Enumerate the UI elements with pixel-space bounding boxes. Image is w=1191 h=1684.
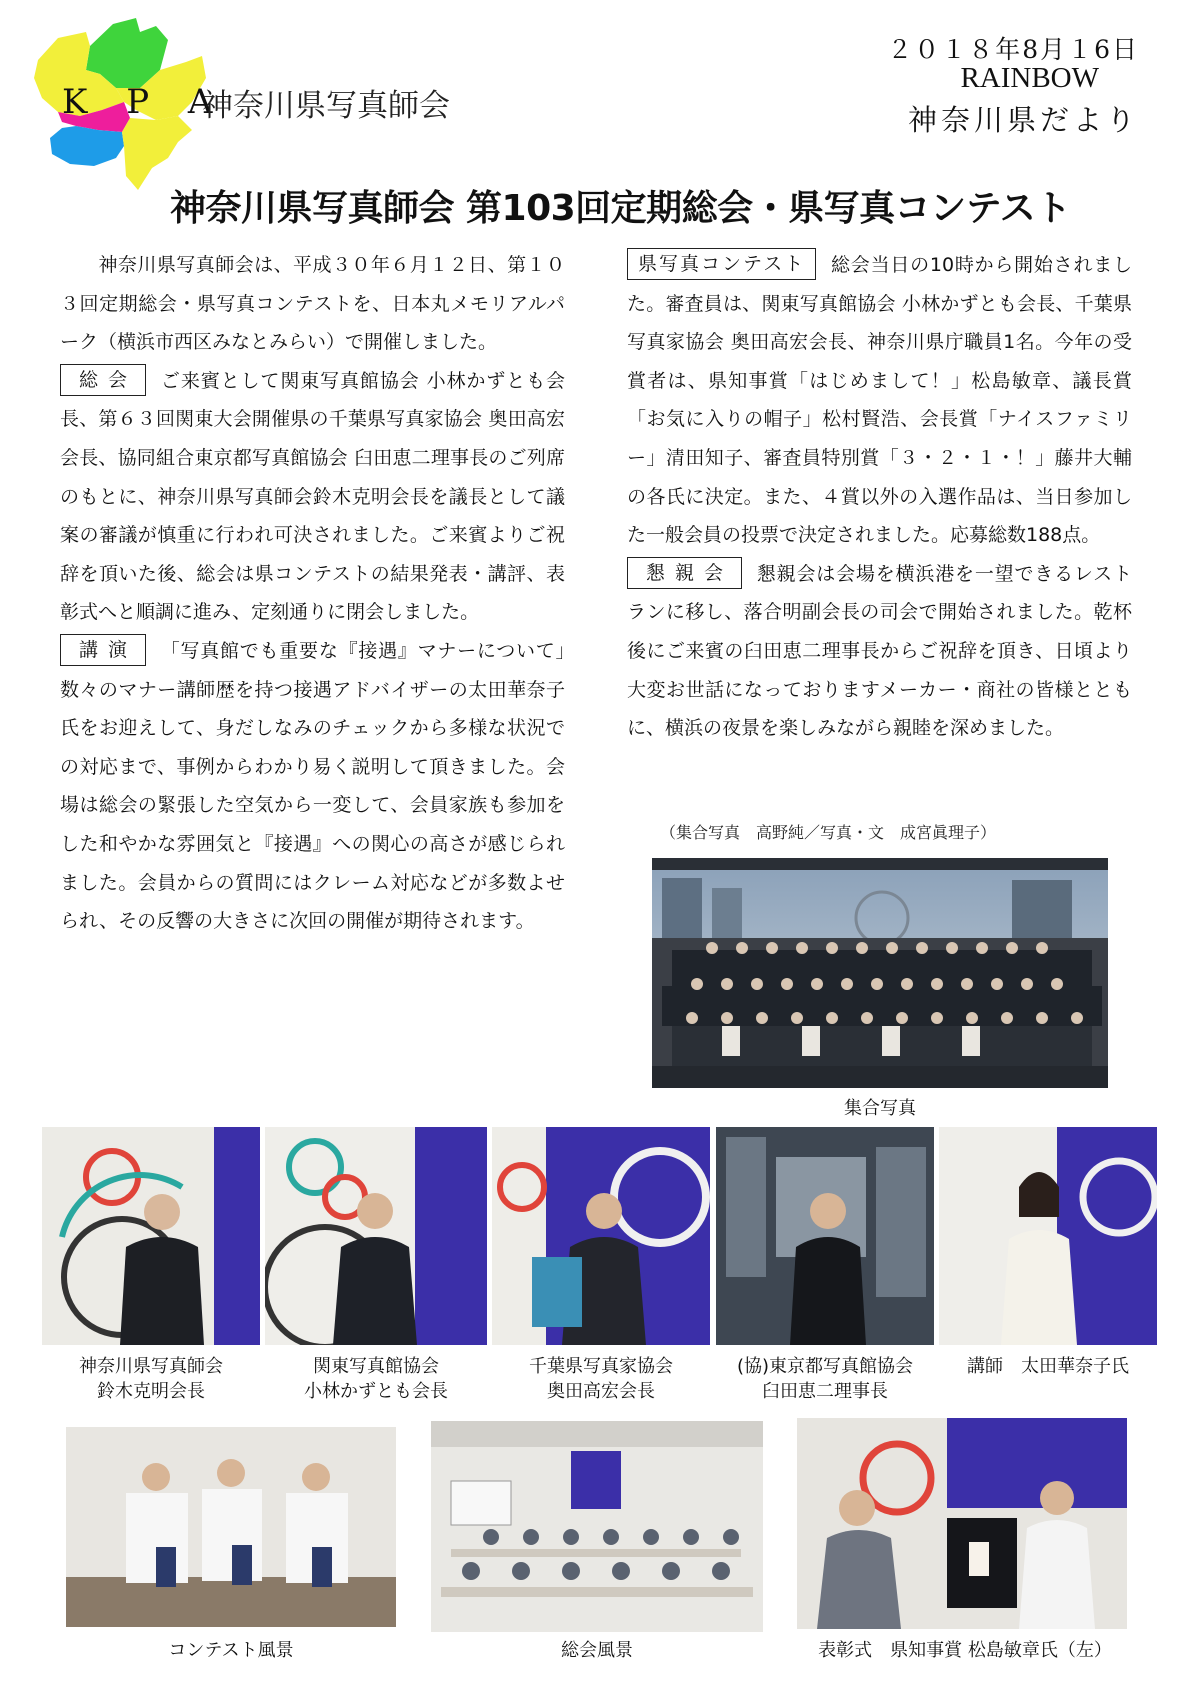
caption-person-1 [42,1354,260,1404]
section-reception [627,555,1132,748]
caption-person-2-line1: 関東写真館協会 [313,1356,439,1377]
publication-subtitle: 神奈川県だより [907,103,1139,137]
caption-award-ceremony: 表彰式 県知事賞 松島敏章氏（左） [818,1640,1112,1661]
section-label-lecture: 講演 [60,634,146,666]
map-region-yellow-south [122,116,192,190]
section-label-general-meeting: 総会 [60,364,146,396]
issue-date: ２０１８年8月１6日 [887,35,1139,64]
caption-person-3 [492,1354,710,1404]
photo-person-2 [265,1127,487,1345]
caption-contest-scene: コンテスト風景 [168,1640,294,1661]
logo-text: K P A [62,82,227,122]
person-5-image [939,1127,1157,1345]
map-region-blue [50,126,124,166]
photo-person-4 [716,1127,934,1345]
photo-meeting-scene [431,1421,763,1632]
person-3-image [492,1127,710,1345]
caption-person-4-line1: (協)東京都写真館協会 [736,1356,914,1377]
headline: 神奈川県写真師会 第103回定期総会・県写真コンテスト [170,188,1071,229]
group-photo-image [652,858,1108,1088]
photo-person-5 [939,1127,1157,1345]
section-general-meeting [60,362,565,632]
caption-person-1-line1: 神奈川県写真師会 [79,1356,223,1377]
group-photo [652,858,1108,1088]
group-photo-caption: 集合写真 [844,1098,916,1119]
caption-meeting-scene: 総会風景 [561,1640,633,1661]
person-4-image [716,1127,934,1345]
section-lecture [60,632,585,941]
section-text-reception: 懇親会は会場を横浜港を一望できるレストランに移し、落合明副会長の司会で開始されました。乾杯後にご来賓の臼田恵二理事長からご祝辞を頂き、日頃より大変お世話になっておりますメーカー・商社の皆様とともに、横浜の夜景を楽しみながら親睦を深めました。 [627,562,1132,740]
article-left-column [60,246,585,941]
photo-award-ceremony [797,1418,1127,1629]
contest-scene-image [66,1427,396,1627]
caption-person-2-line2: 小林かずとも会長 [304,1381,448,1402]
section-text-general-meeting: ご来賓として関東写真館協会 小林かずとも会長、第６３回関東大会開催県の千葉県写真家協会 奥田高宏会長、協同組合東京都写真館協会 臼田恵二理事長のご列席のもとに、神奈川県写真師会鈴木克明会長を議長として議案の審議が慎重に行われ可決されました。ご来賓よりご祝辞を頂いた後、総会は県コンテストの結果発表・講評、表彰式へと順調に進み、定刻通りに閉会しました。 [60,369,565,624]
photo-contest-scene [66,1427,396,1627]
caption-person-2 [265,1354,487,1404]
section-text-contest: 総会当日の10時から開始されました。審査員は、関東写真館協会 小林かずとも会長、千葉県写真家協会 奥田高宏会長、神奈川県庁職員1名。今年の受賞者は、県知事賞「はじめまして！」松島敏章、議長賞「お気に入りの帽子」松村賢浩、会長賞「ナイスファミリー」清田知子、審査員特別賞「３・２・１・！」藤井大輔の各氏に決定。また、４賞以外の入選作品は、当日参加した一般会員の投票で決定されました。応募総数188点。 [627,254,1132,547]
caption-person-4-line2: 臼田恵二理事長 [762,1381,888,1402]
person-1-image [42,1127,260,1345]
article-right-column [627,246,1132,748]
intro-paragraph [60,246,565,362]
org-name: 神奈川県写真師会 [202,88,450,124]
award-ceremony-image [797,1418,1127,1629]
caption-person-1-line2: 鈴木克明会長 [97,1381,205,1402]
section-label-reception: 懇親会 [627,557,742,589]
photo-person-1 [42,1127,260,1345]
section-text-lecture: 「写真館でも重要な『接遇』マナーについて」 数々のマナー講師歴を持つ接遇アドバイザーの太田華奈子氏をお迎えして、身だしなみのチェックから多様な状況での対応まで、事例からわかり易く説明して頂きました。会場は総会の緊張した空気から一変して、会員家族も参加をした和やかな雰囲気と『接遇』への関心の高さが感じられました。会員からの質問にはクレーム対応などが多数よせられ、その反響の大きさに次回の開催が期待されます。 [60,639,585,933]
caption-person-3-line2: 奥田高宏会長 [547,1381,655,1402]
intro-text: 神奈川県写真師会は、平成３０年６月１２日、第１０３回定期総会・県写真コンテストを、日本丸メモリアルパーク（横浜市西区みなとみらい）で開催しました。 [60,254,565,354]
photo-credit: （集合写真 高野純／写真・文 成宮眞理子） [660,823,997,842]
caption-person-5-line1: 講師 太田華奈子氏 [967,1356,1129,1377]
caption-person-3-line1: 千葉県写真家協会 [529,1356,673,1377]
person-2-image [265,1127,487,1345]
section-contest [627,246,1132,555]
photo-person-3 [492,1127,710,1345]
caption-person-5 [939,1354,1157,1379]
caption-person-4 [708,1354,942,1404]
publication-name: RAINBOW [960,62,1099,94]
section-label-contest: 県写真コンテスト [627,248,816,280]
meeting-scene-image [431,1421,763,1632]
